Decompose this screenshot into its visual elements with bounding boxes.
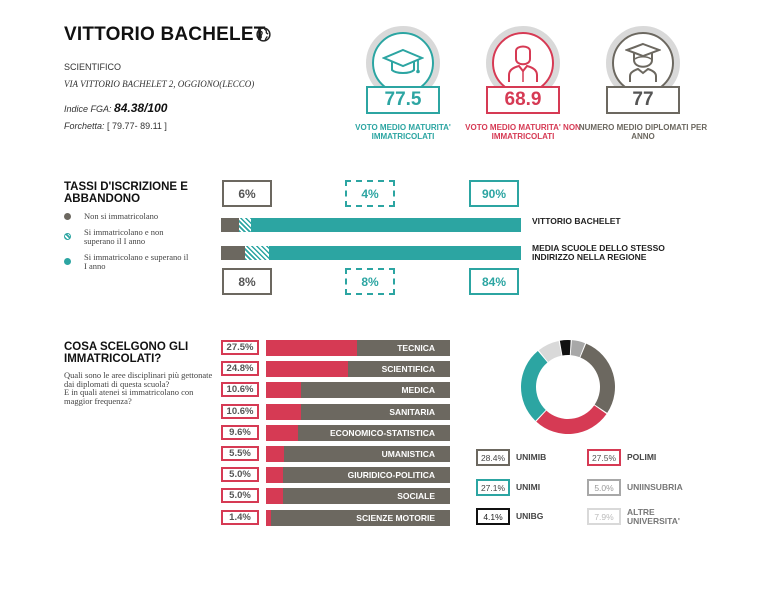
region-stacked-bar (221, 246, 521, 260)
metric-inner (372, 32, 434, 94)
discipline-label: TECNICA (397, 343, 435, 353)
school-bar-label: VITTORIO BACHELET (532, 216, 621, 226)
school-type: SCIENTIFICO (64, 62, 122, 72)
region-bar-label: MEDIA SCUOLE DELLO STESSO INDIRIZZO NELLA REGIONE (532, 243, 665, 262)
fga-index (64, 101, 167, 115)
discipline-bar (266, 382, 450, 398)
choices-title: COSA SCELGONO GLI IMMATRICOLATI? (64, 341, 189, 365)
uni-label: UNIMIB (516, 452, 547, 462)
metric-value-enrolled: 77.5 (366, 86, 440, 114)
uni-label: UNIINSUBRIA (627, 482, 683, 492)
discipline-label: UMANISTICA (381, 449, 435, 459)
graduate-person-icon (625, 42, 661, 84)
uni-pct-box: 28.4% (476, 449, 510, 466)
donut-slice-polimi (536, 405, 606, 434)
globe-icon[interactable] (256, 27, 271, 42)
discipline-pct-label: 1.4% (221, 510, 259, 525)
discipline-bar (266, 510, 450, 526)
uni-pct-box: 27.5% (587, 449, 621, 466)
region-pct-not-enrolled: 8% (222, 268, 272, 295)
discipline-pct-label: 5.0% (221, 488, 259, 503)
discipline-label: SANITARIA (389, 406, 435, 417)
forchetta-value: [ 79.77- 89.11 ] (107, 121, 167, 131)
discipline-bar-fill (266, 340, 357, 356)
uni-label: UNIMI (516, 482, 541, 492)
uni-label: POLIMI (627, 452, 657, 462)
discipline-pct-label: 10.6% (221, 404, 259, 419)
school-pct-continue: 90% (469, 180, 519, 207)
discipline-label: SOCIALE (397, 491, 435, 502)
discipline-label: SCIENZE MOTORIE (356, 512, 435, 523)
metric-label-enrolled: VOTO MEDIO MATURITA' IMMATRICOLATI (355, 123, 451, 141)
uni-label: ALTRE UNIVERSITA' (627, 507, 680, 526)
forchetta-label: Forchetta: (64, 121, 105, 131)
uni-pct-box: 7.9% (587, 508, 621, 525)
discipline-bar (266, 488, 450, 504)
fga-value: 84.38/100 (114, 101, 168, 115)
bar-segment-continue (269, 246, 521, 260)
school-pct-not-enrolled: 6% (222, 180, 272, 207)
legend-dot-dropout (64, 233, 71, 240)
donut-slice-unimib (580, 344, 615, 413)
donut-slice-unimi (521, 351, 547, 421)
school-name: VITTORIO BACHELET (64, 24, 266, 45)
uni-pct-box: 5.0% (587, 479, 621, 496)
school-stacked-bar (221, 218, 521, 232)
bar-segment-not-enrolled (221, 246, 245, 260)
choices-description: Quali sono le aree disciplinari più gettonate dai diplomati di questa scuola? E in quali atenei si immatricolano con maggior frequenza? (64, 370, 213, 406)
person-icon (506, 42, 540, 84)
school-pct-dropout: 4% (345, 180, 395, 207)
discipline-bar-fill (266, 446, 284, 462)
discipline-bar-fill (266, 425, 298, 441)
discipline-label: ECONOMICO-STATISTICA (330, 427, 435, 438)
university-donut-chart (518, 337, 618, 437)
discipline-pct-label: 5.0% (221, 467, 259, 482)
uni-pct-box: 4.1% (476, 508, 510, 525)
metric-label-diplomas: NUMERO MEDIO DIPLOMATI PER ANNO (578, 123, 708, 141)
legend-dot-continue (64, 258, 71, 265)
discipline-bar-fill (266, 467, 283, 483)
discipline-pct-label: 10.6% (221, 382, 259, 397)
discipline-bar (266, 425, 450, 441)
graduation-cap-icon (382, 46, 424, 80)
discipline-label: SCIENTIFICA (381, 364, 435, 375)
discipline-label: MEDICA (401, 385, 435, 396)
discipline-bar-fill (266, 404, 301, 420)
bar-segment-continue (251, 218, 521, 232)
discipline-pct-label: 9.6% (221, 425, 259, 440)
bar-segment-dropout (245, 246, 269, 260)
legend-continue: Si immatricolano e superano il I anno (84, 252, 189, 271)
region-pct-dropout: 8% (345, 268, 395, 295)
discipline-bar-fill (266, 361, 348, 377)
metric-value-not-enrolled: 68.9 (486, 86, 560, 114)
uni-pct-box: 27.1% (476, 479, 510, 496)
discipline-pct-label: 27.5% (221, 340, 259, 355)
discipline-bar (266, 361, 450, 377)
discipline-pct-label: 5.5% (221, 446, 259, 461)
fga-label: Indice FGA: (64, 104, 112, 114)
discipline-bar-fill (266, 510, 271, 526)
metric-value-diplomas: 77 (606, 86, 680, 114)
discipline-bar (266, 404, 450, 420)
metric-label-not-enrolled: VOTO MEDIO MATURITA' NON IMMATRICOLATI (465, 123, 581, 141)
bar-segment-not-enrolled (221, 218, 239, 232)
discipline-pct-label: 24.8% (221, 361, 259, 376)
discipline-bar (266, 467, 450, 483)
legend-not-enrolled: Non si immatricolano (84, 211, 159, 221)
metric-inner (492, 32, 554, 94)
donut-slice-unibg (560, 340, 571, 355)
school-address: VIA VITTORIO BACHELET 2, OGGIONO(LECCO) (64, 79, 255, 89)
discipline-bar-fill (266, 382, 301, 398)
forchetta (64, 121, 167, 131)
discipline-bar (266, 340, 450, 356)
discipline-bar-fill (266, 488, 283, 504)
discipline-bar (266, 446, 450, 462)
legend-dot-not-enrolled (64, 213, 71, 220)
discipline-label: GIURIDICO-POLITICA (347, 470, 435, 481)
bar-segment-dropout (239, 218, 251, 232)
region-pct-continue: 84% (469, 268, 519, 295)
legend-dropout: Si immatricolano e non superano il I anno (84, 227, 164, 246)
uni-label: UNIBG (516, 511, 544, 521)
metric-inner (612, 32, 674, 94)
enrollment-title: TASSI D'ISCRIZIONE E ABBANDONO (64, 181, 188, 205)
